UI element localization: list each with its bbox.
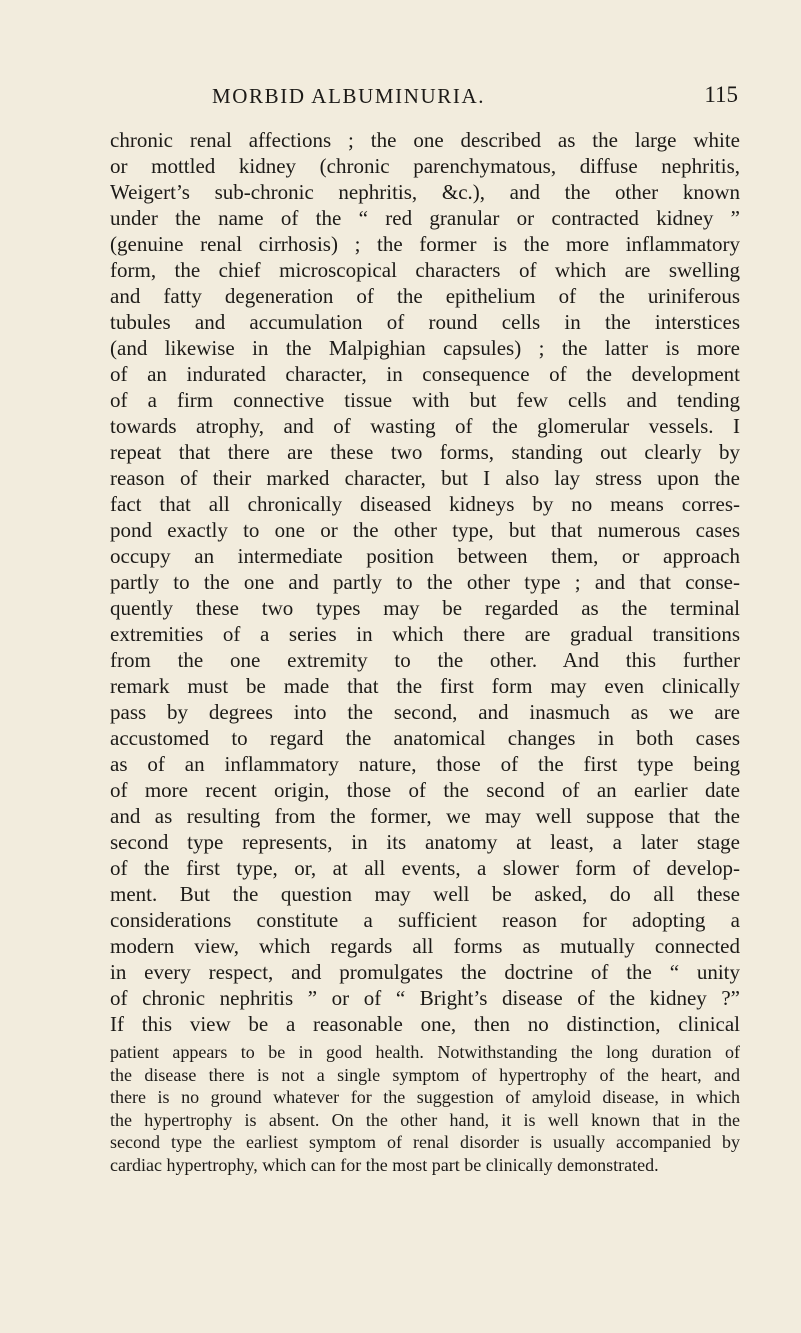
text-line: (and likewise in the Malpighian capsules) ; the latter is more bbox=[110, 336, 740, 360]
text-line: pond exactly to one or the other type, but that numerous cases bbox=[110, 518, 740, 542]
text-line: extremities of a series in which there are gradual transitions bbox=[110, 622, 740, 646]
small-text-line: there is no ground whatever for the suggestion of amyloid disease, in which bbox=[110, 1087, 740, 1107]
text-line: ment. But the question may well be asked, do all these bbox=[110, 882, 740, 906]
text-line: towards atrophy, and of wasting of the glomerular vessels. I bbox=[110, 414, 740, 438]
running-head bbox=[110, 84, 738, 118]
text-line: under the name of the “ red granular or contracted kidney ” bbox=[110, 206, 740, 230]
text-line: repeat that there are these two forms, standing out clearly by bbox=[110, 440, 740, 464]
text-line: from the one extremity to the other. And this further bbox=[110, 648, 740, 672]
page-number: 115 bbox=[704, 82, 738, 107]
text-line: Weigert’s sub-chronic nephritis, &c.), and the other known bbox=[110, 180, 740, 204]
text-line: If this view be a reasonable one, then no distinction, clinical bbox=[110, 1012, 740, 1036]
text-line: tubules and accumulation of round cells in the interstices bbox=[110, 310, 740, 334]
text-line: as of an inflammatory nature, those of the first type being bbox=[110, 752, 740, 776]
text-line: modern view, which regards all forms as mutually connected bbox=[110, 934, 740, 958]
text-line: partly to the one and partly to the other type ; and that conse- bbox=[110, 570, 740, 594]
text-line: in every respect, and promulgates the doctrine of the “ unity bbox=[110, 960, 740, 984]
text-line: and fatty degeneration of the epithelium of the uriniferous bbox=[110, 284, 740, 308]
small-text-line: patient appears to be in good health. Notwithstanding the long duration of bbox=[110, 1042, 740, 1062]
small-text-line: cardiac hypertrophy, which can for the most part be clinically demonstrated. bbox=[110, 1154, 659, 1175]
text-line: considerations constitute a sufficient reason for adopting a bbox=[110, 908, 740, 932]
text-line: of more recent origin, those of the second of an earlier date bbox=[110, 778, 740, 802]
text-line: form, the chief microscopical characters of which are swelling bbox=[110, 258, 740, 282]
text-line: (genuine renal cirrhosis) ; the former is the more inflammatory bbox=[110, 232, 740, 256]
running-title: MORBID ALBUMINURIA. bbox=[212, 84, 486, 108]
text-line: second type represents, in its anatomy at least, a later stage bbox=[110, 830, 740, 854]
text-line: and as resulting from the former, we may well suppose that the bbox=[110, 804, 740, 828]
text-line: chronic renal affections ; the one described as the large white bbox=[110, 128, 740, 152]
small-text-line: second type the earliest symptom of renal disorder is usually accompanied by bbox=[110, 1132, 740, 1152]
text-line: of an indurated character, in consequence of the development bbox=[110, 362, 740, 386]
small-text-line: the hypertrophy is absent. On the other hand, it is well known that in the bbox=[110, 1109, 740, 1130]
text-line: pass by degrees into the second, and inasmuch as we are bbox=[110, 700, 740, 724]
text-line: or mottled kidney (chronic parenchymatous, diffuse nephritis, bbox=[110, 154, 740, 178]
text-line: of a firm connective tissue with but few cells and tending bbox=[110, 388, 740, 412]
text-line: fact that all chronically diseased kidneys by no means corres- bbox=[110, 492, 740, 516]
text-line: accustomed to regard the anatomical changes in both cases bbox=[110, 726, 740, 750]
text-line: reason of their marked character, but I also lay stress upon the bbox=[110, 466, 740, 490]
text-line: quently these two types may be regarded as the terminal bbox=[110, 596, 740, 620]
text-line: of chronic nephritis ” or of “ Bright’s disease of the kidney ?” bbox=[110, 986, 740, 1010]
body-text bbox=[110, 127, 740, 1176]
text-line: remark must be made that the first form may even clinically bbox=[110, 674, 740, 698]
text-line: of the first type, or, at all events, a slower form of develop- bbox=[110, 856, 740, 880]
small-text-line: the disease there is not a single symptom of hypertrophy of the heart, and bbox=[110, 1064, 740, 1085]
text-line: occupy an intermediate position between them, or approach bbox=[110, 544, 740, 568]
